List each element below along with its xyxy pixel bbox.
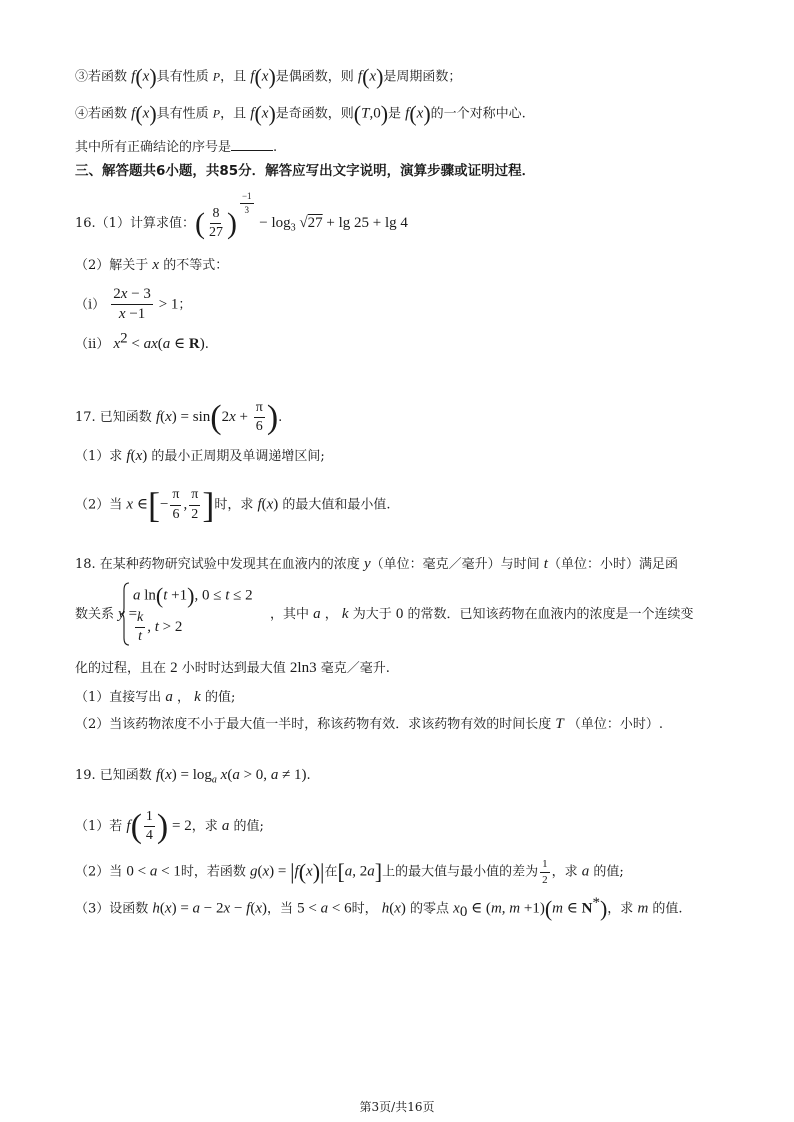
q19-part3: （3）设函数 h(x) = a − 2x − f(x)，当 5 < a < 6时， h(x) 的零点 $x_0$ ∈ (m, m +1)(m ∈ N*)，求 m 的值. <box>75 895 683 921</box>
q18-part2: （2）当该药物浓度不小于最大值一半时，称该药物有效．求该药物有效的时间长度 T （单位：小时）. <box>75 716 664 732</box>
q16-part1: 16.（1）计算求值：( $\frac{8}{27}$ ) $^{\frac{-1}{3}}$ − $\log_3 √27 + \lg 25 + \lg 4$ <box>75 191 408 241</box>
statement-3: ③若函数 f(x)具有性质 P，且 f(x)是偶函数，则 f(x)是周期函数； <box>75 64 462 89</box>
answer-blank <box>231 138 273 151</box>
q17-stem: 17. 已知函数 f(x) = sin(2x + $\frac{\pi}{6}$ ). <box>75 398 283 436</box>
q19-part1: （1）若 f( $\frac{1}{4}$ ) = 2，求 a 的值; <box>75 807 264 845</box>
q16-part2: （2）解关于 x 的不等式： <box>75 257 229 273</box>
q18-part1: （1）直接写出 a ， k 的值; <box>75 689 236 705</box>
q18-line2-left: 数关系 y = <box>75 606 138 622</box>
q19-stem: 19. 已知函数 $f(x) = \log_a x(a > 0$, a ≠ 1). <box>75 767 311 786</box>
q18-line2-right: ，其中 a ， k 为大于 0 的常数．已知该药物在血液内的浓度是一个连续变 <box>270 606 694 622</box>
q16-sub-i: （i） $\frac{2x - 3}{x -1}$ > 1； <box>75 286 192 323</box>
section-heading: 三、解答题共6小题，共85分．解答应写出文字说明，演算步骤或证明过程． <box>75 163 536 179</box>
q17-part2: （2）当 x ∈[− $\frac{\pi}{6}$ , $\frac{\pi}{2}$ ]时，求 f(x) 的最大值和最小值. <box>75 485 391 525</box>
q18-line1: 18. 在某种药物研究试验中发现其在血液内的浓度 y（单位：毫克／毫升）与时间 t（单位：小时）满足函 <box>75 556 678 572</box>
statement-4: ④若函数 f(x)具有性质 P，且 f(x)是奇函数，则(T,0)是 f(x)的一个对称中心. <box>75 101 526 126</box>
piecewise-case-1: a ln(t +1), 0 ≤ t ≤ 2 <box>133 583 253 608</box>
page-footer: 第3页/共16页 <box>359 1100 435 1114</box>
piecewise-case-2: $\frac{k}{t}$ , t > 2 <box>137 610 183 645</box>
q19-part2: （2）当 0 < a < 1时，若函数 g(x) = |f(x)|在[a, 2a]上的最大值与最小值的差为 $\frac{1}{2}$ ，求 a 的值; <box>75 858 624 886</box>
q18-line3: 化的过程，且在 2 小时时达到最大值 2ln3 毫克／毫升. <box>75 660 390 676</box>
fill-blank-prompt: 其中所有正确结论的序号是 . <box>75 140 278 155</box>
q17-part1: （1）求 f(x) 的最小正周期及单调递增区间; <box>75 448 325 464</box>
q16-sub-ii: （ii） $x^2 < ax(a$ ∈ R). <box>75 330 209 352</box>
